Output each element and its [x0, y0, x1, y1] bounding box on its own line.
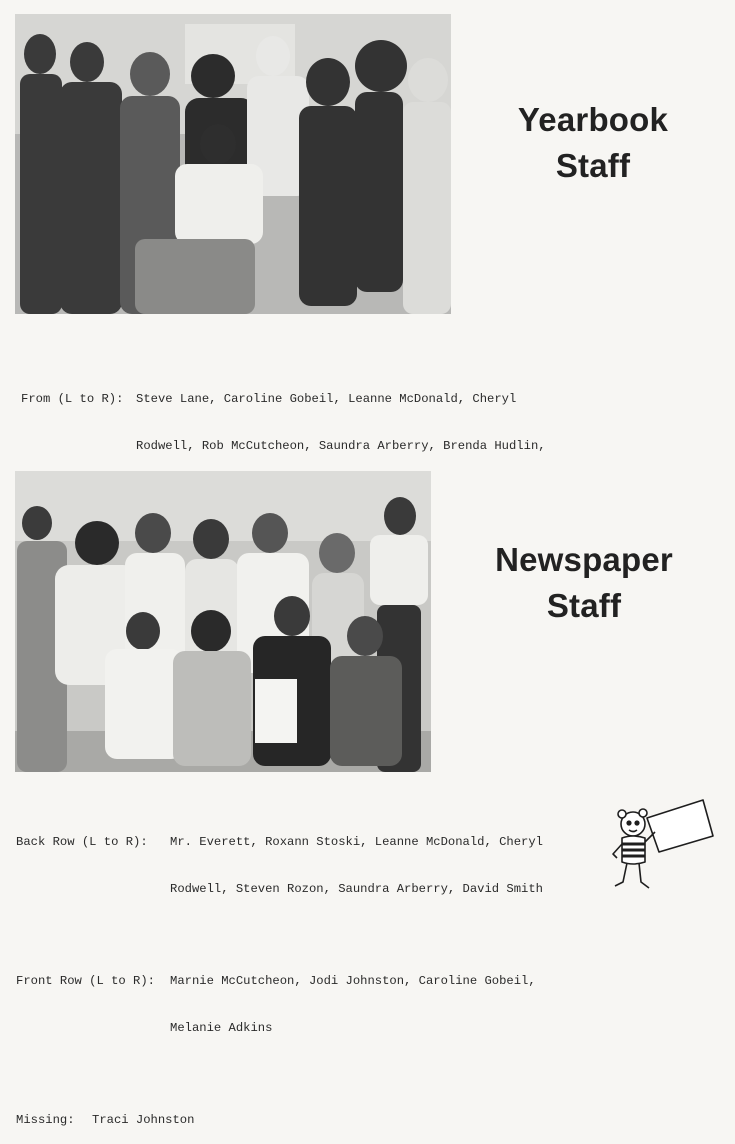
- caption-front-row-line2: Melanie Adkins: [170, 1020, 273, 1035]
- mascot-cartoon-icon: [605, 796, 717, 898]
- caption-back-row-label: Back Row (L to R):: [16, 835, 148, 849]
- caption-from-names-line2: Rodwell, Rob McCutcheon, Saundra Arberry, Brenda Hudlin,: [136, 438, 546, 453]
- yearbook-staff-heading: [495, 97, 691, 189]
- caption-missing-names: Traci Johnston: [92, 1113, 195, 1127]
- newspaper-staff-photo: [15, 471, 431, 772]
- caption-from-label: From (L to R):: [21, 392, 124, 406]
- caption-from-names-line1: Steve Lane, Caroline Gobeil, Leanne McDonald, Cheryl: [136, 392, 517, 406]
- newspaper-staff-heading: [471, 537, 697, 629]
- caption-missing-label: Missing:: [16, 1113, 75, 1127]
- caption-back-row-line1: Mr. Everett, Roxann Stoski, Leanne McDonald, Cheryl: [170, 835, 543, 849]
- yearbook-photo-graphic: [15, 14, 451, 314]
- caption-front-row-label: Front Row (L to R):: [16, 974, 155, 988]
- caption-front-row-line1: Marnie McCutcheon, Jodi Johnston, Caroline Gobeil,: [170, 974, 536, 988]
- newspaper-heading-line2: Staff: [546, 587, 622, 624]
- yearbook-heading-line1: Yearbook: [517, 101, 669, 138]
- yearbook-staff-photo: [15, 14, 451, 314]
- yearbook-heading-line2: Staff: [555, 147, 631, 184]
- newspaper-caption: [16, 804, 543, 1144]
- caption-back-row-line2: Rodwell, Steven Rozon, Saundra Arberry, David Smith: [170, 881, 543, 896]
- newspaper-photo-graphic: [15, 471, 431, 772]
- newspaper-heading-line1: Newspaper: [495, 541, 673, 578]
